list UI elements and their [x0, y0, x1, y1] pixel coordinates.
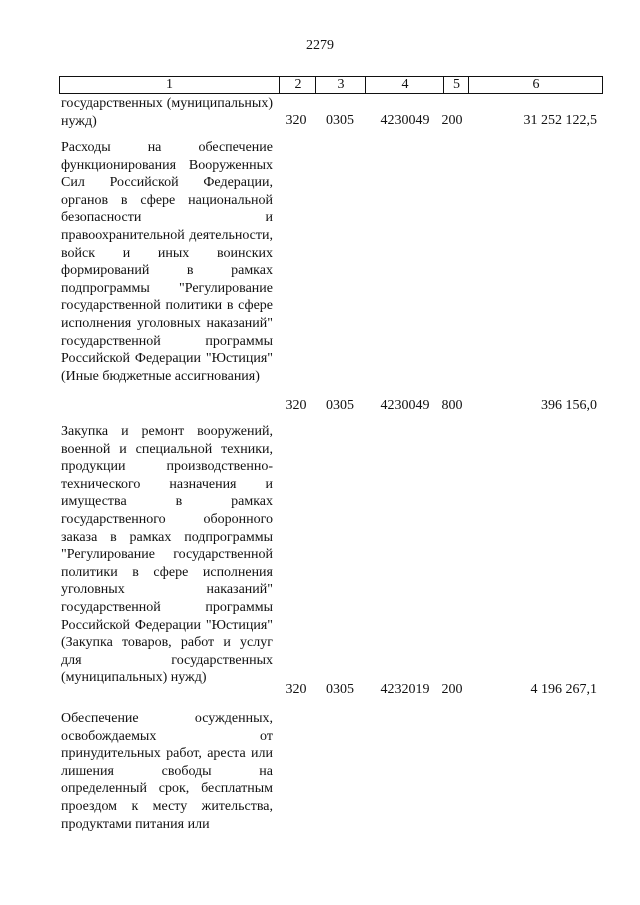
header-col-5: 5 [443, 77, 469, 93]
header-col-6: 6 [468, 77, 603, 93]
header-col-1: 1 [166, 77, 173, 92]
row-col-5: 800 [441, 398, 463, 413]
page-number: 2279 [306, 38, 334, 53]
row-description: государственных (муниципальных) нужд) [61, 96, 273, 129]
header-col-2: 2 [279, 77, 316, 93]
header-col-3: 3 [315, 77, 366, 93]
row-col-5: 200 [441, 682, 463, 697]
row-col-2: 320 [285, 113, 307, 128]
row-description: Обеспечение осужденных, освобождаемых от принудительных работ, ареста или лишения свободы на определенный срок, бесплатным проездом к месту жительства, продуктами питания или [61, 711, 273, 832]
header-col-4: 4 [365, 77, 444, 93]
row-col-2: 320 [285, 682, 307, 697]
row-col-4: 4230049 [380, 113, 430, 128]
row-col-4: 4230049 [380, 398, 430, 413]
row-description: Расходы на обеспечение функционирования Вооруженных Сил Российской Федерации, органов в сфере национальной безопасности и правоохранительной деятельности, войск и иных воинских формирований в рамках подпрограммы "Регулирование государственной политики в сфере исполнения уголовных наказаний" государственной программы Российской Федерации "Юстиция" (Иные бюджетные ассигнования) [61, 140, 273, 384]
row-col-3: 0305 [326, 113, 354, 128]
row-col-3: 0305 [326, 398, 354, 413]
row-col-6: 396 156,0 [541, 398, 597, 413]
row-col-4: 4232019 [380, 682, 430, 697]
row-col-6: 4 196 267,1 [530, 682, 597, 697]
row-col-6: 31 252 122,5 [523, 113, 597, 128]
row-col-2: 320 [285, 398, 307, 413]
row-col-3: 0305 [326, 682, 354, 697]
table-header [59, 76, 603, 94]
row-col-5: 200 [441, 113, 463, 128]
row-description: Закупка и ремонт вооружений, военной и специальной техники, продукции производственно-технического назначения и имущества в рамках государственного оборонного заказа в рамках подпрограммы "Регулирование государственной политики в сфере исполнения уголовных наказаний" государственной программы Российской Федерации "Юстиция" (Закупка товаров, работ и услуг для государственных (муниципальных) нужд) [61, 424, 273, 686]
